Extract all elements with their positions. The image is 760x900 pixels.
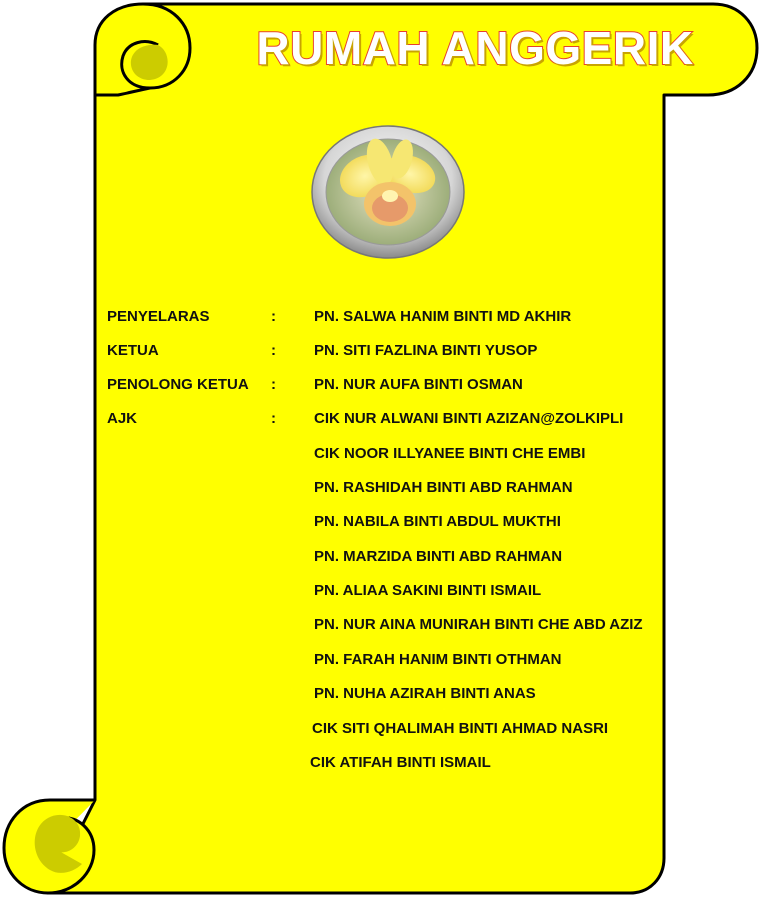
ajk-member: PN. NUR AINA MUNIRAH BINTI CHE ABD AZIZ	[314, 616, 643, 633]
role-label: PENOLONG KETUA	[107, 376, 249, 393]
role-separator: :	[271, 376, 276, 393]
page-title: RUMAH ANGGERIK	[256, 22, 694, 74]
role-name: PN. SITI FAZLINA BINTI YUSOP	[314, 342, 538, 359]
role-name: CIK NUR ALWANI BINTI AZIZAN@ZOLKIPLI	[314, 410, 624, 427]
role-separator: :	[271, 410, 276, 427]
role-label: AJK	[107, 410, 138, 427]
role-row	[0, 340, 760, 362]
ajk-member: PN. FARAH HANIM BINTI OTHMAN	[314, 651, 562, 668]
role-label: PENYELARAS	[107, 308, 210, 325]
orchid-flower-icon	[310, 124, 466, 260]
ajk-member: CIK NOOR ILLYANEE BINTI CHE EMBI	[314, 445, 586, 462]
ajk-member: PN. MARZIDA BINTI ABD RAHMAN	[314, 548, 563, 565]
role-label: KETUA	[107, 342, 159, 359]
ajk-member: CIK ATIFAH BINTI ISMAIL	[310, 754, 491, 771]
role-separator: :	[271, 342, 276, 359]
role-row	[0, 306, 760, 328]
role-name: PN. SALWA HANIM BINTI MD AKHIR	[314, 308, 572, 325]
ajk-member: CIK SITI QHALIMAH BINTI AHMAD NASRI	[312, 720, 609, 737]
role-separator: :	[271, 308, 276, 325]
ajk-member: PN. RASHIDAH BINTI ABD RAHMAN	[314, 479, 573, 496]
role-row	[0, 408, 760, 430]
ajk-member: PN. NABILA BINTI ABDUL MUKTHI	[314, 513, 561, 530]
ajk-member: PN. NUHA AZIRAH BINTI ANAS	[314, 685, 536, 702]
role-name: PN. NUR AUFA BINTI OSMAN	[314, 376, 523, 393]
ajk-member: PN. ALIAA SAKINI BINTI ISMAIL	[314, 582, 542, 599]
role-row	[0, 374, 760, 396]
